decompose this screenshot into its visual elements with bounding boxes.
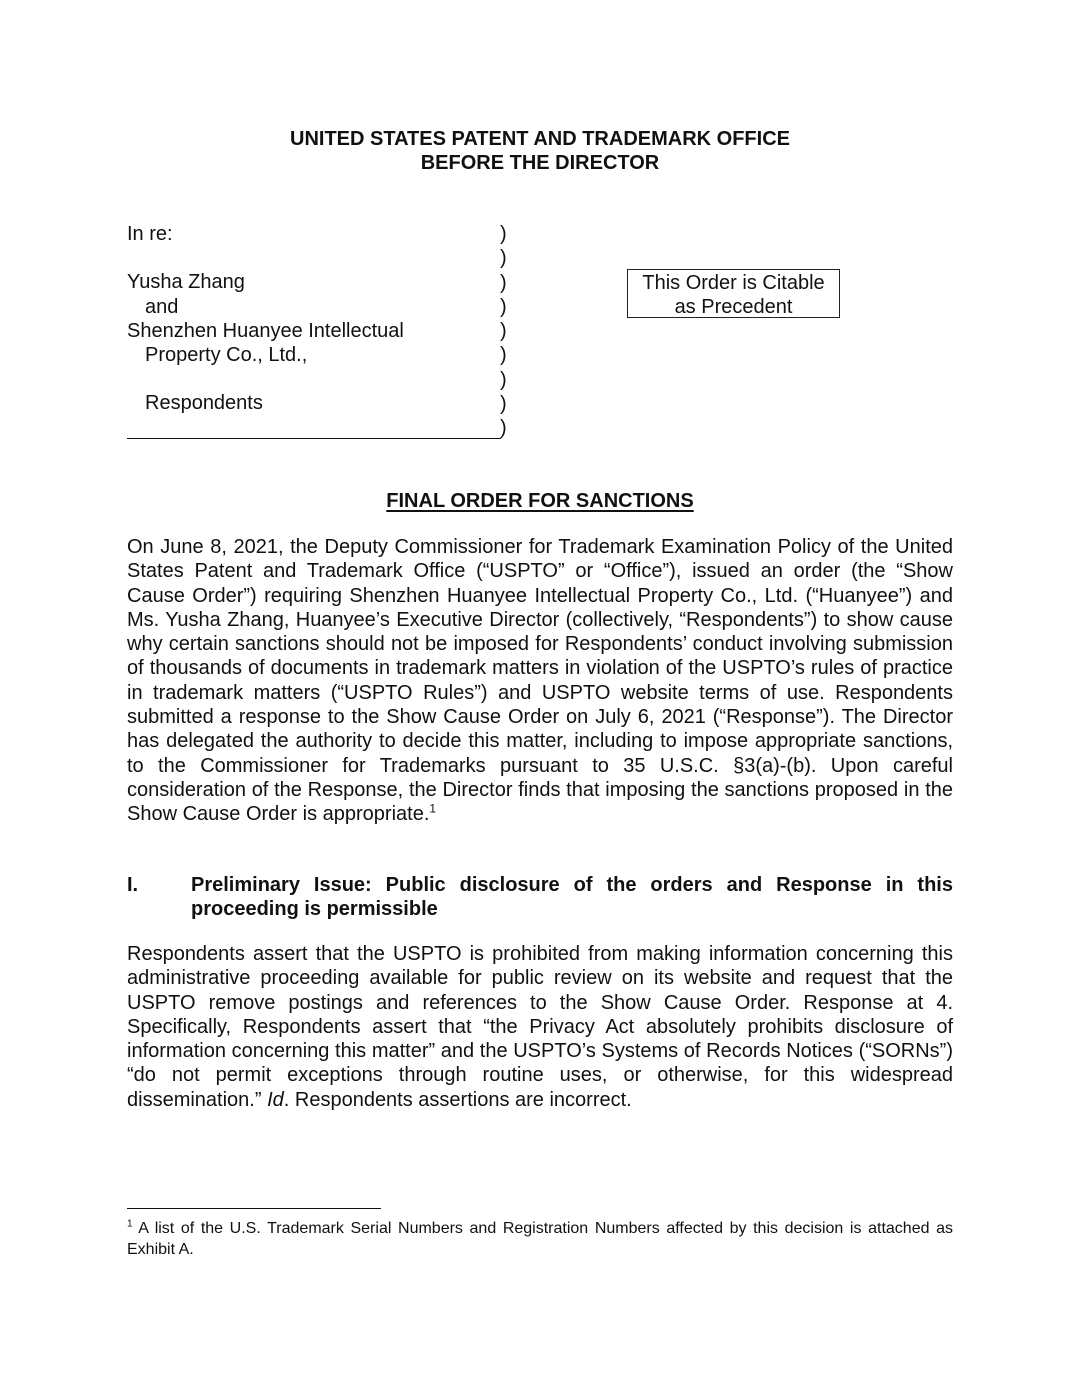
respondents-label: Respondents (145, 392, 263, 415)
footnote-text: A list of the U.S. Trademark Serial Numbers and Registration Numbers affected by this decision is attached as Exhibit A. (127, 1220, 953, 1258)
order-title (127, 489, 953, 513)
paragraph-privacy-text: Respondents assert that the USPTO is prohibited from making information concerning this administrative proceeding available for public review on its website and request that the USPTO remove postings and references to the Show Cause Order. Response at 4. Specifically, Respondents assert that “the Privacy Act absolutely prohibits disclosure of information concerning this matter” and the USPTO’s Systems of Records Notices (“SORNs”) “do not permit exceptions through routine uses, or otherwise, for this widespread dissemination.” (127, 943, 953, 1111)
caption-paren: ) (500, 295, 507, 318)
caption-underline (127, 438, 501, 439)
id-citation: Id (267, 1088, 284, 1111)
paragraph-privacy-end: . Respondents assertions are incorrect. (283, 1088, 632, 1111)
footnote-separator (127, 1208, 381, 1209)
caption-paren: ) (500, 417, 507, 440)
order-title-text: FINAL ORDER FOR SANCTIONS (386, 490, 694, 512)
caption-paren: ) (500, 271, 507, 294)
case-caption (127, 222, 497, 416)
section-number: I. (127, 874, 139, 896)
footnote-marker: 1 (127, 1218, 133, 1230)
party-name-1: Yusha Zhang (127, 271, 245, 294)
caption-paren: ) (500, 368, 507, 391)
footnote-reference: 1 (429, 801, 437, 816)
citable-precedent-box (627, 269, 840, 318)
caption-parentheses (500, 222, 507, 441)
caption-paren: ) (500, 320, 507, 343)
paragraph-intro-text: On June 8, 2021, the Deputy Commissioner for Trademark Examination Policy of the United States Patent and Trademark Office (“USPTO” or “Office”), issued an order (the “Show Cause Order”) requiring Shenzhen Huanyee Intellectual Property Co., Ltd. (“Huanyee”) and Ms. Yusha Zhang, Huanyee’s Executive Director (collectively, “Respondents”) to show cause why certain sanctions should not be imposed for Respondents’ conduct involving submission of thousands of documents in trademark matters in violation of the USPTO’s rules of practice in trademark matters (“USPTO Rules”) and USPTO website terms of use. Respondents submitted a response to the Show Cause Order on July 6, 2021 (“Response”). The Director has delegated the authority to decide this matter, including to impose appropriate sanctions, to the Commissioner for Trademarks pursuant to 35 U.S.C. §3(a)-(b). Upon careful consideration of the Response, the Director finds that imposing the sanctions proposed in the Show Cause Order is appropriate. (127, 536, 953, 826)
section-title: Preliminary Issue: Public disclosure of the orders and Response in this proceeding is permissible (191, 874, 953, 921)
paragraph-intro (127, 535, 953, 827)
in-re-label: In re: (127, 223, 173, 245)
director-heading: BEFORE THE DIRECTOR (420, 152, 660, 174)
caption-paren: ) (500, 223, 507, 245)
caption-paren: ) (500, 247, 507, 270)
caption-paren: ) (500, 344, 507, 367)
party-name-2-line2: Property Co., Ltd., (145, 344, 308, 367)
caption-paren: ) (500, 393, 507, 416)
paragraph-privacy (127, 942, 953, 1112)
citable-line1: This Order is Citable (642, 272, 825, 294)
party-name-2-line1: Shenzhen Huanyee Intellectual (127, 319, 404, 342)
party-conjunction: and (145, 295, 179, 318)
footnote (127, 1219, 953, 1260)
citable-line2: as Precedent (674, 296, 793, 318)
office-heading: UNITED STATES PATENT AND TRADEMARK OFFICE (290, 128, 790, 150)
